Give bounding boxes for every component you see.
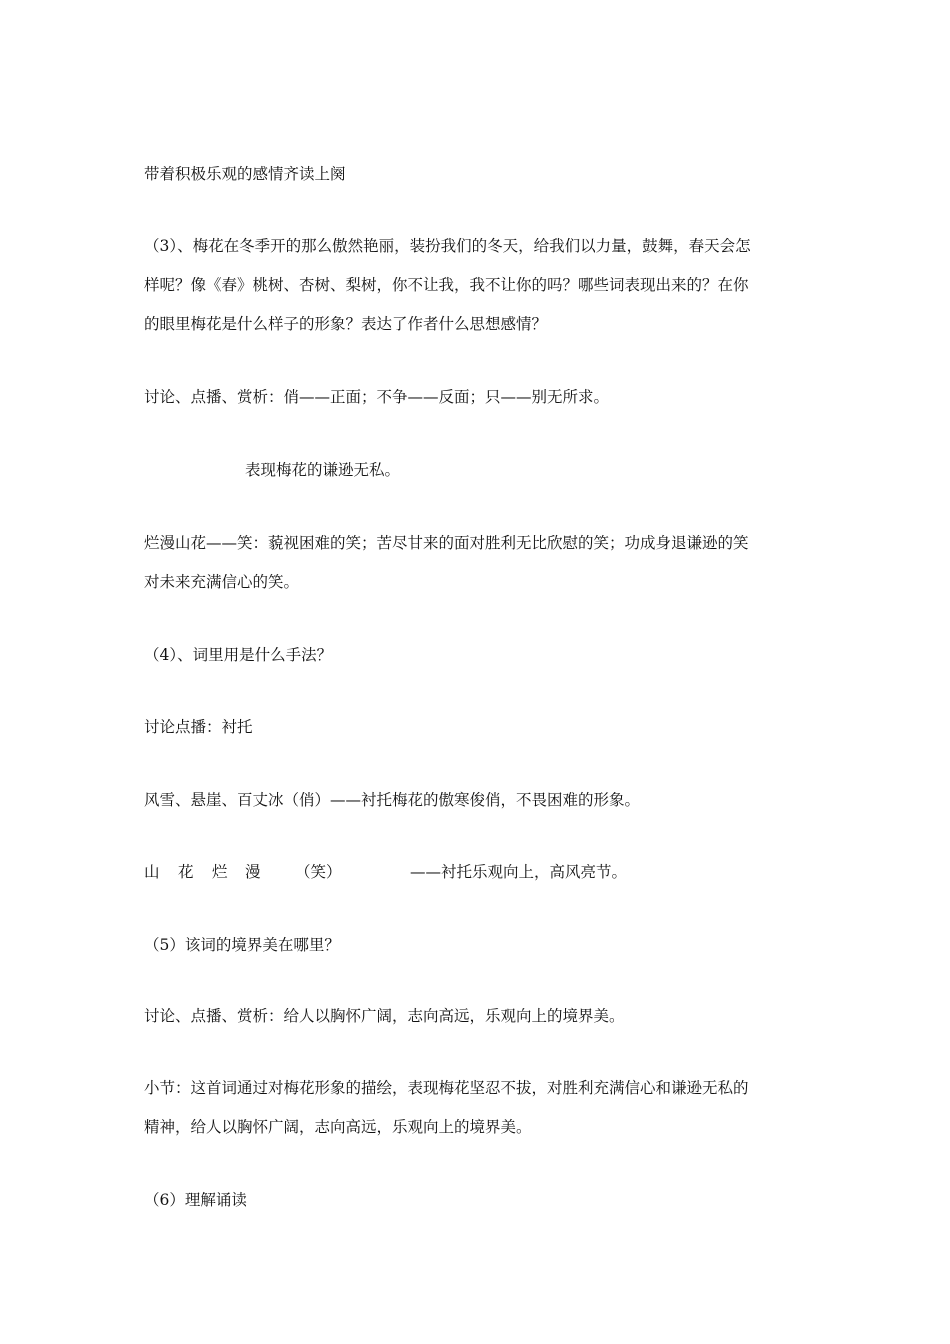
spaced-rest-text: ——衬托乐观向上，高风亮节。 xyxy=(410,863,628,881)
question-3: （3）、梅花在冬季开的那么傲然艳丽，装扮我们的冬天，给我们以力量，鼓舞，春天会怎 xyxy=(144,237,751,255)
text-line: 风雪、悬崖、百丈冰（俏）——衬托梅花的傲寒俊俏，不畏困难的形象。 xyxy=(144,791,641,809)
spaced-text-line xyxy=(144,862,804,882)
question-5: （5）该词的境界美在哪里？ xyxy=(144,936,340,954)
summary-line: 精神，给人以胸怀广阔，志向高远，乐观向上的境界美。 xyxy=(144,1118,532,1136)
question-6: （6）理解诵读 xyxy=(144,1191,247,1209)
text-line: 对未来充满信心的笑。 xyxy=(144,573,300,591)
text-line: 表现梅花的谦逊无私。 xyxy=(245,461,401,479)
text-line: 烂漫山花——笑：藐视困难的笑；苦尽甘来的面对胜利无比欣慰的笑；功成身退谦逊的笑 xyxy=(144,534,749,552)
question-4: （4）、词里用是什么手法？ xyxy=(144,646,333,664)
spaced-char: 漫 xyxy=(245,863,261,881)
text-line: 带着积极乐观的感情齐读上阕 xyxy=(144,165,346,183)
text-line: 样呢？像《春》桃树、杏树、梨树，你不让我，我不让你的吗？哪些词表现出来的？在你 xyxy=(144,276,749,294)
spaced-char: 烂 xyxy=(212,863,228,881)
spaced-char: 花 xyxy=(178,863,194,881)
paren-text: （笑） xyxy=(295,863,342,881)
text-line: 的眼里梅花是什么样子的形象？表达了作者什么思想感情？ xyxy=(144,315,548,333)
discussion-line: 讨论、点播、赏析：给人以胸怀广阔，志向高远，乐观向上的境界美。 xyxy=(144,1007,625,1025)
discussion-line: 讨论、点播、赏析：俏——正面；不争——反面；只——别无所求。 xyxy=(144,388,610,406)
summary-line: 小节：这首词通过对梅花形象的描绘，表现梅花坚忍不拔，对胜利充满信心和谦逊无私的 xyxy=(144,1079,749,1097)
spaced-char: 山 xyxy=(144,863,160,881)
discussion-line: 讨论点播：衬托 xyxy=(144,718,253,736)
